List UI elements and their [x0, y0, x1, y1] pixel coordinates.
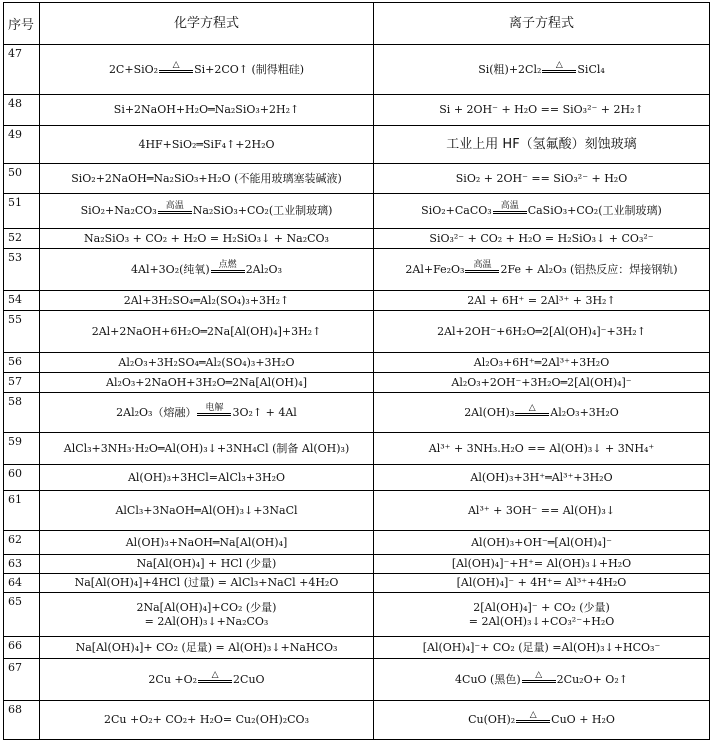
header-chemical-equation: 化学方程式: [40, 3, 374, 45]
equation-products: Al₂O₃+3H₂O: [550, 405, 619, 419]
equation-line: [Al(OH)₄]⁻+H⁺= Al(OH)₃↓+H₂O: [451, 557, 632, 570]
ionic-equation: [374, 45, 710, 95]
ionic-equation: [374, 126, 710, 164]
chemical-equation: [40, 465, 374, 491]
equation-products: 2CuO: [233, 672, 265, 686]
equation-line: = 2Al(OH)₃↓+Na₂CO₃: [144, 614, 269, 628]
table-row: [4, 593, 710, 637]
reaction-condition-label: △: [211, 669, 219, 680]
row-index: 55: [4, 311, 40, 353]
equation-line: 2Cu +O₂+ CO₂+ H₂O= Cu₂(OH)₂CO₃: [103, 713, 309, 726]
reaction-condition: [197, 404, 231, 416]
equation-line: Al₂O₃+2NaOH+3H₂O═2Na[Al(OH)₄]: [106, 375, 307, 389]
equation-reactants: 2Cu +O₂: [148, 672, 198, 686]
reaction-condition-label: 电解: [205, 402, 224, 413]
equation-line: SiO₃²⁻ + CO₂ + H₂O = H₂SiO₃↓ + CO₃²⁻: [429, 231, 654, 245]
row-index: 51: [4, 194, 40, 229]
equation-line: 2Al+2NaOH+6H₂O═2Na[Al(OH)₄]+3H₂↑: [91, 324, 322, 338]
reaction-condition: [515, 404, 549, 416]
reaction-condition-label: 点燃: [218, 259, 237, 270]
equation-reactants: 2Al+Fe₂O₃: [405, 262, 465, 276]
reaction-condition-label: 高温: [473, 259, 492, 270]
row-index: 68: [4, 701, 40, 740]
reaction-condition-label: △: [172, 59, 180, 70]
equation-products: SiCl₄: [577, 62, 605, 76]
equation-line: 2[Al(OH)₄]⁻ + CO₂ (少量): [473, 600, 610, 614]
row-index: 61: [4, 491, 40, 531]
equation-reactants: 2Al(OH)₃: [464, 405, 515, 419]
equation-line: Na[Al(OH)₄]+ CO₂ (足量) = Al(OH)₃↓+NaHCO₃: [75, 640, 338, 654]
table-row: [4, 637, 710, 659]
table-row: [4, 95, 710, 126]
equation-line: Na[Al(OH)₄] + HCl (少量): [136, 557, 277, 570]
equation-line: Al(OH)₃+OH⁻═[Al(OH)₄]⁻: [471, 535, 612, 549]
equals-bar: [198, 680, 232, 683]
table-row: [4, 373, 710, 393]
table-row: [4, 249, 710, 291]
reaction-condition: [516, 711, 550, 723]
ionic-equation: [374, 291, 710, 311]
equation-reactants: 4Al+3O₂(纯氧): [131, 262, 210, 276]
row-index: 59: [4, 433, 40, 465]
equation-products: CuO + H₂O: [551, 713, 615, 726]
ionic-equation: [374, 373, 710, 393]
reaction-condition: [465, 261, 499, 273]
chemical-equation: [40, 194, 374, 229]
reaction-condition-label: 高温: [500, 201, 519, 211]
reaction-condition: [542, 61, 576, 73]
equation-line: 2Al+2OH⁻+6H₂O═2[Al(OH)₄]⁻+3H₂↑: [437, 324, 646, 338]
equation-line: Na₂SiO₃ + CO₂ + H₂O = H₂SiO₃↓ + Na₂CO₃: [84, 231, 329, 245]
equation-reactants: Si(粗)+2Cl₂: [478, 62, 542, 76]
chemical-equation: [40, 593, 374, 637]
table-row: [4, 433, 710, 465]
equation-reactants: 2C+SiO₂: [108, 62, 159, 76]
equals-bar: [542, 70, 576, 73]
ionic-equation: [374, 433, 710, 465]
equation-products: CaSiO₃+CO₂(工业制玻璃): [527, 204, 662, 217]
row-index: 58: [4, 393, 40, 433]
row-index: 53: [4, 249, 40, 291]
equals-bar: [493, 211, 527, 214]
chemical-equation: [40, 291, 374, 311]
ionic-equation: [374, 353, 710, 373]
equals-bar: [159, 70, 193, 73]
table-row: [4, 393, 710, 433]
table-row: [4, 45, 710, 95]
row-index: 52: [4, 229, 40, 249]
table-row: [4, 353, 710, 373]
row-index: 49: [4, 126, 40, 164]
header-row: [4, 3, 710, 45]
reaction-condition: [158, 202, 192, 214]
table-row: [4, 291, 710, 311]
ionic-equation: [374, 574, 710, 593]
equation-line: 2Al+3H₂SO₄═Al₂(SO₄)₃+3H₂↑: [123, 293, 290, 307]
reaction-condition: [522, 671, 556, 683]
reaction-condition: [211, 261, 245, 273]
row-index: 57: [4, 373, 40, 393]
reaction-condition-label: △: [529, 710, 537, 720]
row-index: 48: [4, 95, 40, 126]
ionic-equation: [374, 393, 710, 433]
equation-products: 3O₂↑ + 4Al: [232, 405, 297, 419]
chemical-equation: [40, 491, 374, 531]
ionic-equation: [374, 555, 710, 574]
ionic-equation: [374, 659, 710, 701]
table-row: [4, 574, 710, 593]
chemical-equation: [40, 45, 374, 95]
ionic-equation: [374, 637, 710, 659]
table-row: [4, 531, 710, 555]
equation-products: 2Al₂O₃: [245, 262, 282, 276]
row-index: 66: [4, 637, 40, 659]
chemical-equation: [40, 126, 374, 164]
reaction-condition: [493, 202, 527, 214]
equation-products: Si+2CO↑ (制得粗硅): [194, 62, 305, 76]
equation-line: Al(OH)₃+3HCl=AlCl₃+3H₂O: [127, 470, 286, 484]
chemical-equation: [40, 555, 374, 574]
table-row: [4, 491, 710, 531]
ionic-equation: [374, 465, 710, 491]
equals-bar: [515, 413, 549, 416]
reaction-condition-label: △: [528, 402, 536, 413]
ionic-equation: [374, 249, 710, 291]
row-index: 62: [4, 531, 40, 555]
reaction-condition-label: △: [535, 669, 543, 680]
equation-line: SiO₂+2NaOH═Na₂SiO₃+H₂O (不能用玻璃塞装碱液): [71, 171, 342, 185]
table-row: [4, 701, 710, 740]
table-row: [4, 229, 710, 249]
chemical-equation: [40, 229, 374, 249]
chemical-equation: [40, 373, 374, 393]
equation-line: Si+2NaOH+H₂O═Na₂SiO₃+2H₂↑: [113, 103, 300, 116]
equation-line: Al³⁺ + 3OH⁻ == Al(OH)₃↓: [467, 503, 615, 517]
equation-line: Al₂O₃+6H⁺═2Al³⁺+3H₂O: [473, 355, 610, 369]
header-index: 序号: [4, 3, 40, 45]
table-row: [4, 555, 710, 574]
equation-products: 2Cu₂O+ O₂↑: [556, 672, 628, 686]
ionic-equation: [374, 311, 710, 353]
equation-products: 2Fe + Al₂O₃ (铝热反应：焊接钢轨): [500, 262, 678, 276]
equation-line: 2Al + 6H⁺ = 2Al³⁺ + 3H₂↑: [467, 293, 616, 307]
table-row: [4, 126, 710, 164]
ionic-equation: [374, 593, 710, 637]
table-row: [4, 465, 710, 491]
equation-products: Na₂SiO₃+CO₂(工业制玻璃): [192, 204, 333, 217]
equation-reactants: 4CuO (黑色): [455, 672, 521, 686]
equation-line: AlCl₃+3NaOH═Al(OH)₃↓+3NaCl: [115, 503, 298, 517]
row-index: 50: [4, 164, 40, 194]
equation-line: Al³⁺ + 3NH₃.H₂O == Al(OH)₃↓ + 3NH₄⁺: [428, 441, 655, 455]
chemical-equation: [40, 311, 374, 353]
ionic-equation: [374, 491, 710, 531]
reaction-condition-label: 高温: [165, 201, 184, 211]
ionic-equation: [374, 531, 710, 555]
ionic-equation: [374, 701, 710, 740]
equation-line: = 2Al(OH)₃↓+CO₃²⁻+H₂O: [468, 614, 615, 628]
equation-table: [3, 2, 710, 740]
chemical-equation: [40, 164, 374, 194]
equals-bar: [158, 211, 192, 214]
equation-line: Si + 2OH⁻ + H₂O == SiO₃²⁻ + 2H₂↑: [439, 103, 644, 116]
table-row: [4, 194, 710, 229]
equals-bar: [522, 680, 556, 683]
chemical-equation: [40, 531, 374, 555]
chemical-equation: [40, 433, 374, 465]
chemical-equation: [40, 393, 374, 433]
row-index: 64: [4, 574, 40, 593]
row-index: 47: [4, 45, 40, 95]
chemical-equation: [40, 249, 374, 291]
table-row: [4, 164, 710, 194]
table-row: [4, 659, 710, 701]
ionic-equation: [374, 194, 710, 229]
table-row: [4, 311, 710, 353]
equals-bar: [465, 270, 499, 273]
equation-line: [Al(OH)₄]⁻ + 4H⁺= Al³⁺+4H₂O: [456, 576, 627, 589]
reaction-condition: [198, 671, 232, 683]
equation-reactants: Cu(OH)₂: [468, 713, 516, 726]
reaction-condition-label: △: [555, 59, 563, 70]
row-index: 67: [4, 659, 40, 701]
ionic-equation: [374, 164, 710, 194]
equation-line: SiO₂ + 2OH⁻ == SiO₃²⁻ + H₂O: [455, 171, 628, 185]
equation-line: [Al(OH)₄]⁻+ CO₂ (足量) =Al(OH)₃↓+HCO₃⁻: [422, 640, 661, 654]
equation-reactants: SiO₂+Na₂CO₃: [80, 204, 157, 217]
reaction-condition: [159, 61, 193, 73]
chemical-equation: [40, 659, 374, 701]
chemical-equation: [40, 701, 374, 740]
equation-line: Al₂O₃+3H₂SO₄═Al₂(SO₄)₃+3H₂O: [118, 355, 295, 369]
chemical-equation: [40, 353, 374, 373]
equation-line: Na[Al(OH)₄]+4HCl (过量) = AlCl₃+NaCl +4H₂O: [74, 576, 339, 589]
header-ionic-equation: 离子方程式: [374, 3, 710, 45]
row-index: 60: [4, 465, 40, 491]
equation-line: AlCl₃+3NH₃·H₂O═Al(OH)₃↓+3NH₄Cl (制备 Al(OH)₃): [63, 441, 350, 455]
equation-line: Al(OH)₃+3H⁺═Al³⁺+3H₂O: [470, 470, 613, 484]
row-index: 54: [4, 291, 40, 311]
ionic-equation: [374, 229, 710, 249]
row-index: 56: [4, 353, 40, 373]
equation-line: 2Na[Al(OH)₄]+CO₂ (少量): [136, 600, 277, 614]
equation-reactants: 2Al₂O₃（熔融）: [116, 405, 197, 419]
equals-bar: [516, 720, 550, 723]
chemical-equation: [40, 574, 374, 593]
chemical-equation: [40, 637, 374, 659]
equation-line: 工业上用 HF（氢氟酸）刻蚀玻璃: [446, 136, 637, 152]
ionic-equation: [374, 95, 710, 126]
equation-line: Al₂O₃+2OH⁻+3H₂O═2[Al(OH)₄]⁻: [451, 375, 632, 389]
equation-line: 4HF+SiO₂═SiF₄↑+2H₂O: [138, 137, 275, 151]
chemical-equation: [40, 95, 374, 126]
equals-bar: [197, 413, 231, 416]
row-index: 65: [4, 593, 40, 637]
equals-bar: [211, 270, 245, 273]
equation-reactants: SiO₂+CaCO₃: [421, 204, 492, 217]
row-index: 63: [4, 555, 40, 574]
equation-line: Al(OH)₃+NaOH═Na[Al(OH)₄]: [125, 535, 288, 549]
